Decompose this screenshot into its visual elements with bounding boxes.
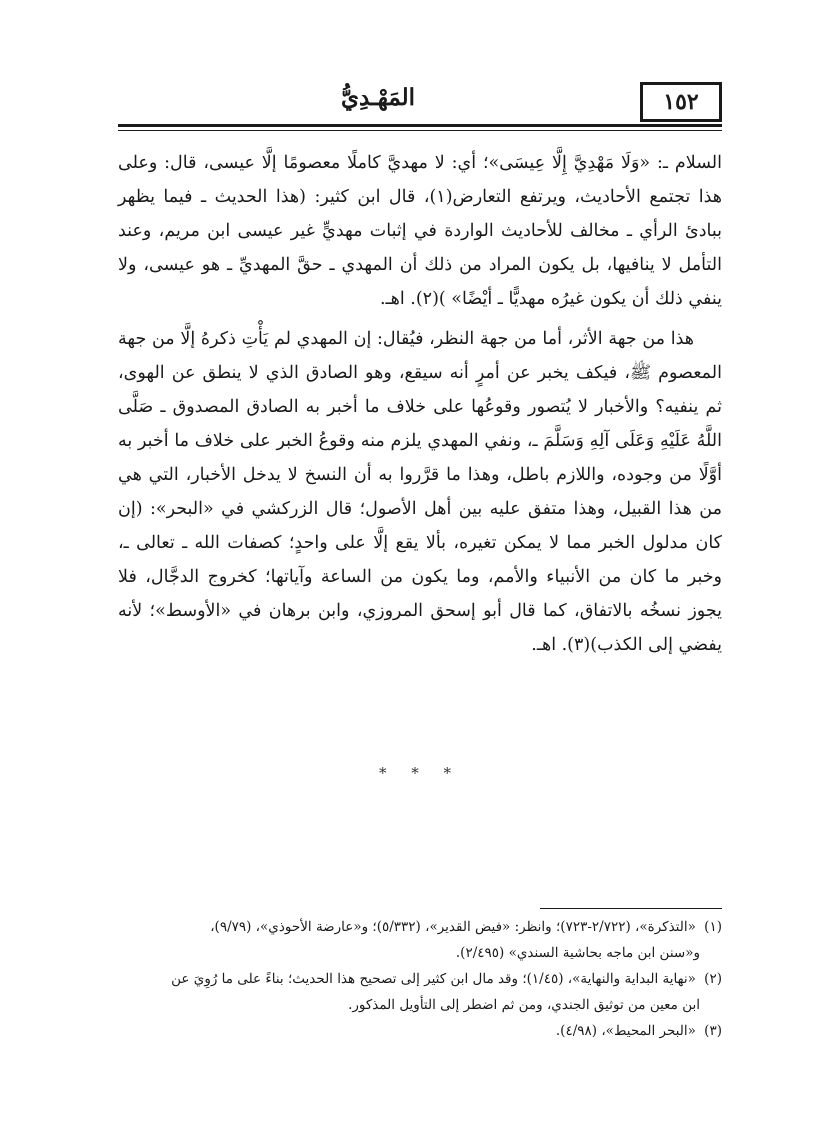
paragraph-2: هذا من جهة الأثر، أما من جهة النظر، فيُقال: إن المهدي لم يَأْتِ ذكرهُ إلَّا من جهة المعصوم ﷺ، فيكف يخبر عن أمرٍ أنه سيقع، وهو الصادق الذي لا ينطق عن الهوى، ثم ينفيه؟ والأخبار لا يُتصور وقوعُها على خلاف ما أخبر به الصادق المصدوق ـ صَلَّى اللَّهُ عَلَيْهِ وَعَلَى آلِهِ وَسَلَّمَ ـ، ونفي المهدي يلزم منه وقوعُ الخبر على خلاف ما أخبر به أوَّلًا من وجوده، واللازم باطل، وهذا ما قرَّروا به أن النسخ لا يدخل الأخبار، التي هي من هذا القبيل، وهذا متفق عليه بين أهل الأصول؛ قال الزركشي في «البحر»: (إن كان مدلول الخبر مما لا يمكن تغيره، بألا يقع إلَّا على واحدٍ؛ كصفات الله ـ تعالى ـ، وخبر ما كان من الأنبياء والأمم، وما يكون من الساعة وآياتها؛ كخروج الدجَّال، فلا يجوز نسخُه بالاتفاق، كما قال أبو إسحق المروزي، وابن برهان في «الأوسط»؛ لأنه يفضي إلى الكذب)(٣). اهـ.: [118, 329, 722, 655]
footnote-text: «نهاية البداية والنهاية»، (١/٤٥)؛ وقد مال ابن كثير إلى تصحيح هذا الحديث؛ بناءً على ما رُوِيَ عن: [171, 971, 696, 987]
section-separator: * * *: [378, 764, 462, 782]
header-rule-thin: [118, 130, 722, 131]
footnote-rule: [540, 908, 722, 909]
footnote-1: [108, 914, 722, 966]
footnote-label: (٣): [704, 1023, 722, 1039]
footnote-3: [108, 1018, 722, 1044]
footnote-2: [108, 966, 722, 1018]
footnote-text: «البحر المحيط»، (٤/٩٨).: [555, 1023, 696, 1039]
footnote-label: (٢): [704, 971, 722, 987]
footnote-text: «التذكرة»، (٢/٧٢٢-٧٢٣)؛ وانظر: «فيض القدير»، (٥/٣٣٢)؛ و«عارضة الأحوذي»، (٩/٧٩)،: [210, 919, 696, 935]
running-title: المَهْـدِيُّ: [340, 84, 416, 111]
page-number: ١٥٢: [640, 82, 722, 122]
footnote-label: (١): [704, 919, 722, 935]
main-text: [118, 146, 722, 662]
header-rule-thick: [118, 124, 722, 127]
footnote-text-continued: ابن معين من توثيق الجندي، ومن ثم اضطر إلى التأويل المذكور.: [348, 997, 700, 1013]
paragraph-1: السلام ـ: «وَلَا مَهْدِيَّ إِلَّا عِيسَى»؛ أي: لا مهديَّ كاملًا معصومًا إلَّا عيسى، قال: وعلى هذا تجتمع الأحاديث، ويرتفع التعارض(١)، قال ابن كثير: (هذا الحديث ـ فيما يظهر ببادئ الرأي ـ مخالف للأحاديث الواردة في إثبات مهديٍّ غير عيسى ابن مريم، وعند التأمل لا ينافيها، بل يكون المراد من ذلك أن المهدي ـ حقَّ المهديِّ ـ هو عيسى، ولا ينفي ذلك أن يكون غيرُه مهديًّا ـ أيْضًا» )(٢). اهـ.: [118, 153, 722, 309]
page-header: [118, 82, 722, 126]
footnote-text-continued: و«سنن ابن ماجه بحاشية السندي» (٢/٤٩٥).: [455, 945, 700, 961]
footnotes: [108, 914, 722, 1044]
